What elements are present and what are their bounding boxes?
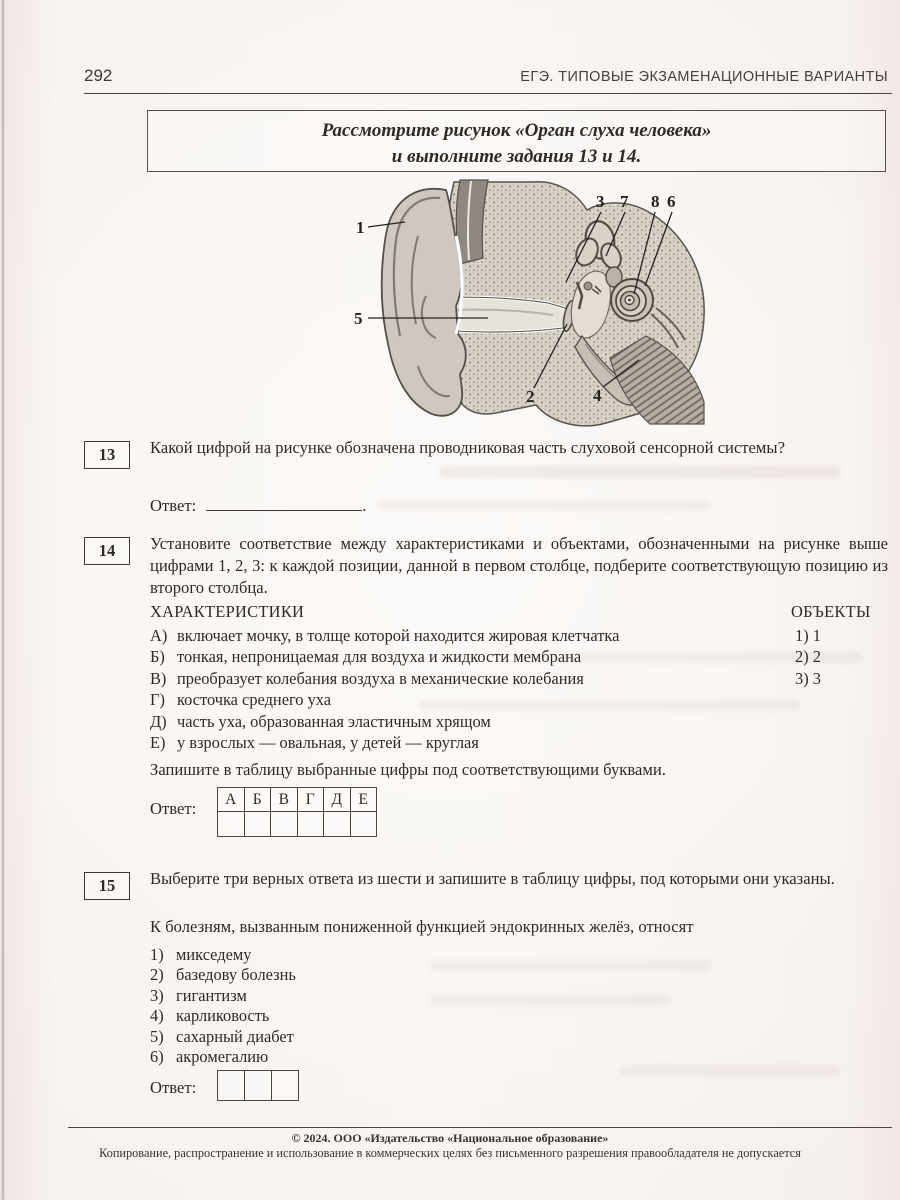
answer-empty-cell bbox=[245, 1071, 272, 1101]
page-number: 292 bbox=[84, 66, 113, 85]
q14-answer-label: Ответ: bbox=[150, 799, 197, 818]
figure-label-8: 8 bbox=[651, 192, 660, 211]
bleedthrough-artifact bbox=[430, 960, 710, 971]
option-number: 5) bbox=[150, 1026, 164, 1046]
answer-header-cell: А bbox=[218, 788, 245, 812]
answer-header-cell: Г bbox=[297, 788, 324, 812]
header-rule bbox=[84, 93, 892, 94]
option-number: 6) bbox=[150, 1046, 164, 1066]
characteristics-list bbox=[150, 626, 790, 754]
option-text: карликовость bbox=[176, 1006, 270, 1026]
figure-label-2: 2 bbox=[526, 387, 535, 406]
row-text: косточка среднего уха bbox=[177, 690, 332, 710]
bleedthrough-artifact bbox=[620, 1065, 840, 1076]
row-text: у взрослых — овальная, у детей — круглая bbox=[177, 732, 479, 752]
instruction-line-2: и выполните задания 13 и 14. bbox=[391, 146, 642, 167]
object-row: 2) 2 bbox=[795, 647, 821, 667]
instruction-box bbox=[147, 110, 886, 172]
row-letter: Б) bbox=[150, 647, 165, 667]
answer-empty-cell bbox=[218, 812, 245, 837]
q15-answer-table bbox=[217, 1070, 299, 1101]
characteristic-row bbox=[150, 626, 790, 647]
option-text: акромегалию bbox=[176, 1046, 269, 1066]
option-number: 2) bbox=[150, 965, 164, 985]
option-number: 3) bbox=[150, 985, 164, 1005]
footer-rule bbox=[68, 1127, 892, 1128]
cochlea bbox=[611, 279, 653, 321]
question-13-number: 13 bbox=[84, 441, 130, 469]
option-text: гигантизм bbox=[176, 985, 247, 1005]
figure-label-5: 5 bbox=[354, 309, 363, 328]
bleedthrough-artifact bbox=[440, 466, 840, 478]
option-number: 1) bbox=[150, 945, 164, 964]
footer-copyright: © 2024. ООО «Издательство «Национальное образование» bbox=[291, 1131, 609, 1145]
bleedthrough-artifact bbox=[430, 995, 670, 1006]
answer-blank-line bbox=[206, 510, 362, 511]
option-row bbox=[150, 1006, 570, 1026]
row-letter: В) bbox=[150, 668, 167, 688]
q14-table-note: Запишите в таблицу выбранные цифры под соответствующими буквами. bbox=[150, 760, 666, 779]
characteristic-row bbox=[150, 712, 790, 733]
running-header: ЕГЭ. ТИПОВЫЕ ЭКЗАМЕНАЦИОННЫЕ ВАРИАНТЫ bbox=[520, 69, 888, 85]
option-row bbox=[150, 1047, 570, 1067]
question-15-number: 15 bbox=[84, 872, 130, 900]
row-text: часть уха, образованная эластичным хрящом bbox=[177, 711, 491, 731]
characteristic-row bbox=[150, 669, 790, 690]
answer-empty-cell bbox=[297, 812, 324, 837]
q15-answer-label: Ответ: bbox=[150, 1078, 197, 1097]
object-row: 1) 1 bbox=[795, 626, 821, 645]
answer-empty-cell bbox=[324, 812, 351, 837]
answer-table-value-row bbox=[218, 1071, 299, 1101]
row-letter: Е) bbox=[150, 732, 166, 752]
question-14-text: Установите соответствие между характеристиками и объектами, обозначенными на рисунке выше цифрами 1, 2, 3: к каждой позиции, данной в первом столбце, подберите соответствующую позицию из второго столбца. bbox=[150, 534, 888, 597]
answer-period: . bbox=[362, 496, 367, 515]
option-text: микседему bbox=[176, 945, 252, 964]
object-row: 3) 3 bbox=[795, 668, 821, 688]
option-number: 4) bbox=[150, 1006, 164, 1026]
answer-empty-cell bbox=[271, 812, 298, 837]
question-15-text: Выберите три верных ответа из шести и запишите в таблицу цифры, под которыми они указаны. bbox=[150, 869, 835, 888]
question-13-text: Какой цифрой на рисунке обозначена проводниковая часть слуховой сенсорной системы? bbox=[150, 438, 785, 457]
row-letter: Д) bbox=[150, 711, 167, 731]
option-text: базедову болезнь bbox=[176, 965, 296, 985]
objects-header: ОБЪЕКТЫ bbox=[791, 602, 871, 621]
answer-header-cell: Е bbox=[350, 788, 377, 812]
bleedthrough-artifact bbox=[380, 500, 710, 511]
characteristics-header: ХАРАКТЕРИСТИКИ bbox=[150, 602, 305, 621]
answer-empty-cell bbox=[244, 812, 271, 837]
answer-header-cell: В bbox=[271, 788, 298, 812]
instruction-line-1: Рассмотрите рисунок «Орган слуха человека» bbox=[321, 120, 712, 141]
ear-anatomy-figure bbox=[348, 176, 724, 434]
figure-label-1: 1 bbox=[356, 218, 365, 237]
figure-label-7: 7 bbox=[620, 192, 629, 211]
figure-label-4: 4 bbox=[593, 386, 602, 405]
figure-label-6: 6 bbox=[667, 192, 676, 211]
answer-empty-cell bbox=[350, 812, 377, 837]
option-row bbox=[150, 1027, 570, 1047]
option-text: сахарный диабет bbox=[176, 1026, 294, 1046]
characteristic-row bbox=[150, 733, 790, 754]
row-text: преобразует колебания воздуха в механические колебания bbox=[177, 668, 584, 688]
q14-answer-table bbox=[217, 787, 377, 837]
row-text: включает мочку, в толще которой находится жировая клетчатка bbox=[177, 626, 620, 645]
question-13-answer-row bbox=[150, 496, 366, 516]
answer-label: Ответ: bbox=[150, 496, 197, 515]
incus bbox=[584, 282, 592, 290]
answer-empty-cell bbox=[218, 1071, 245, 1101]
answer-header-cell: Б bbox=[244, 788, 271, 812]
bleedthrough-artifact bbox=[560, 652, 860, 663]
row-letter: Г) bbox=[150, 690, 165, 710]
answer-header-cell: Д bbox=[324, 788, 351, 812]
answer-empty-cell bbox=[272, 1071, 299, 1101]
answer-table-value-row bbox=[218, 812, 377, 837]
answer-table-header-row bbox=[218, 788, 377, 812]
question-14-number: 14 bbox=[84, 537, 130, 565]
bleedthrough-artifact bbox=[420, 700, 800, 711]
row-letter: А) bbox=[150, 626, 168, 645]
footer-notice: Копирование, распространение и использование в коммерческих целях без письменного разрешения правообладателя не допускается bbox=[99, 1146, 801, 1160]
row-text: тонкая, непроницаемая для воздуха и жидкости мембрана bbox=[177, 647, 582, 667]
q15-prompt: К болезням, вызванным пониженной функцией эндокринных желёз, относят bbox=[150, 917, 694, 936]
figure-label-3: 3 bbox=[596, 192, 605, 211]
